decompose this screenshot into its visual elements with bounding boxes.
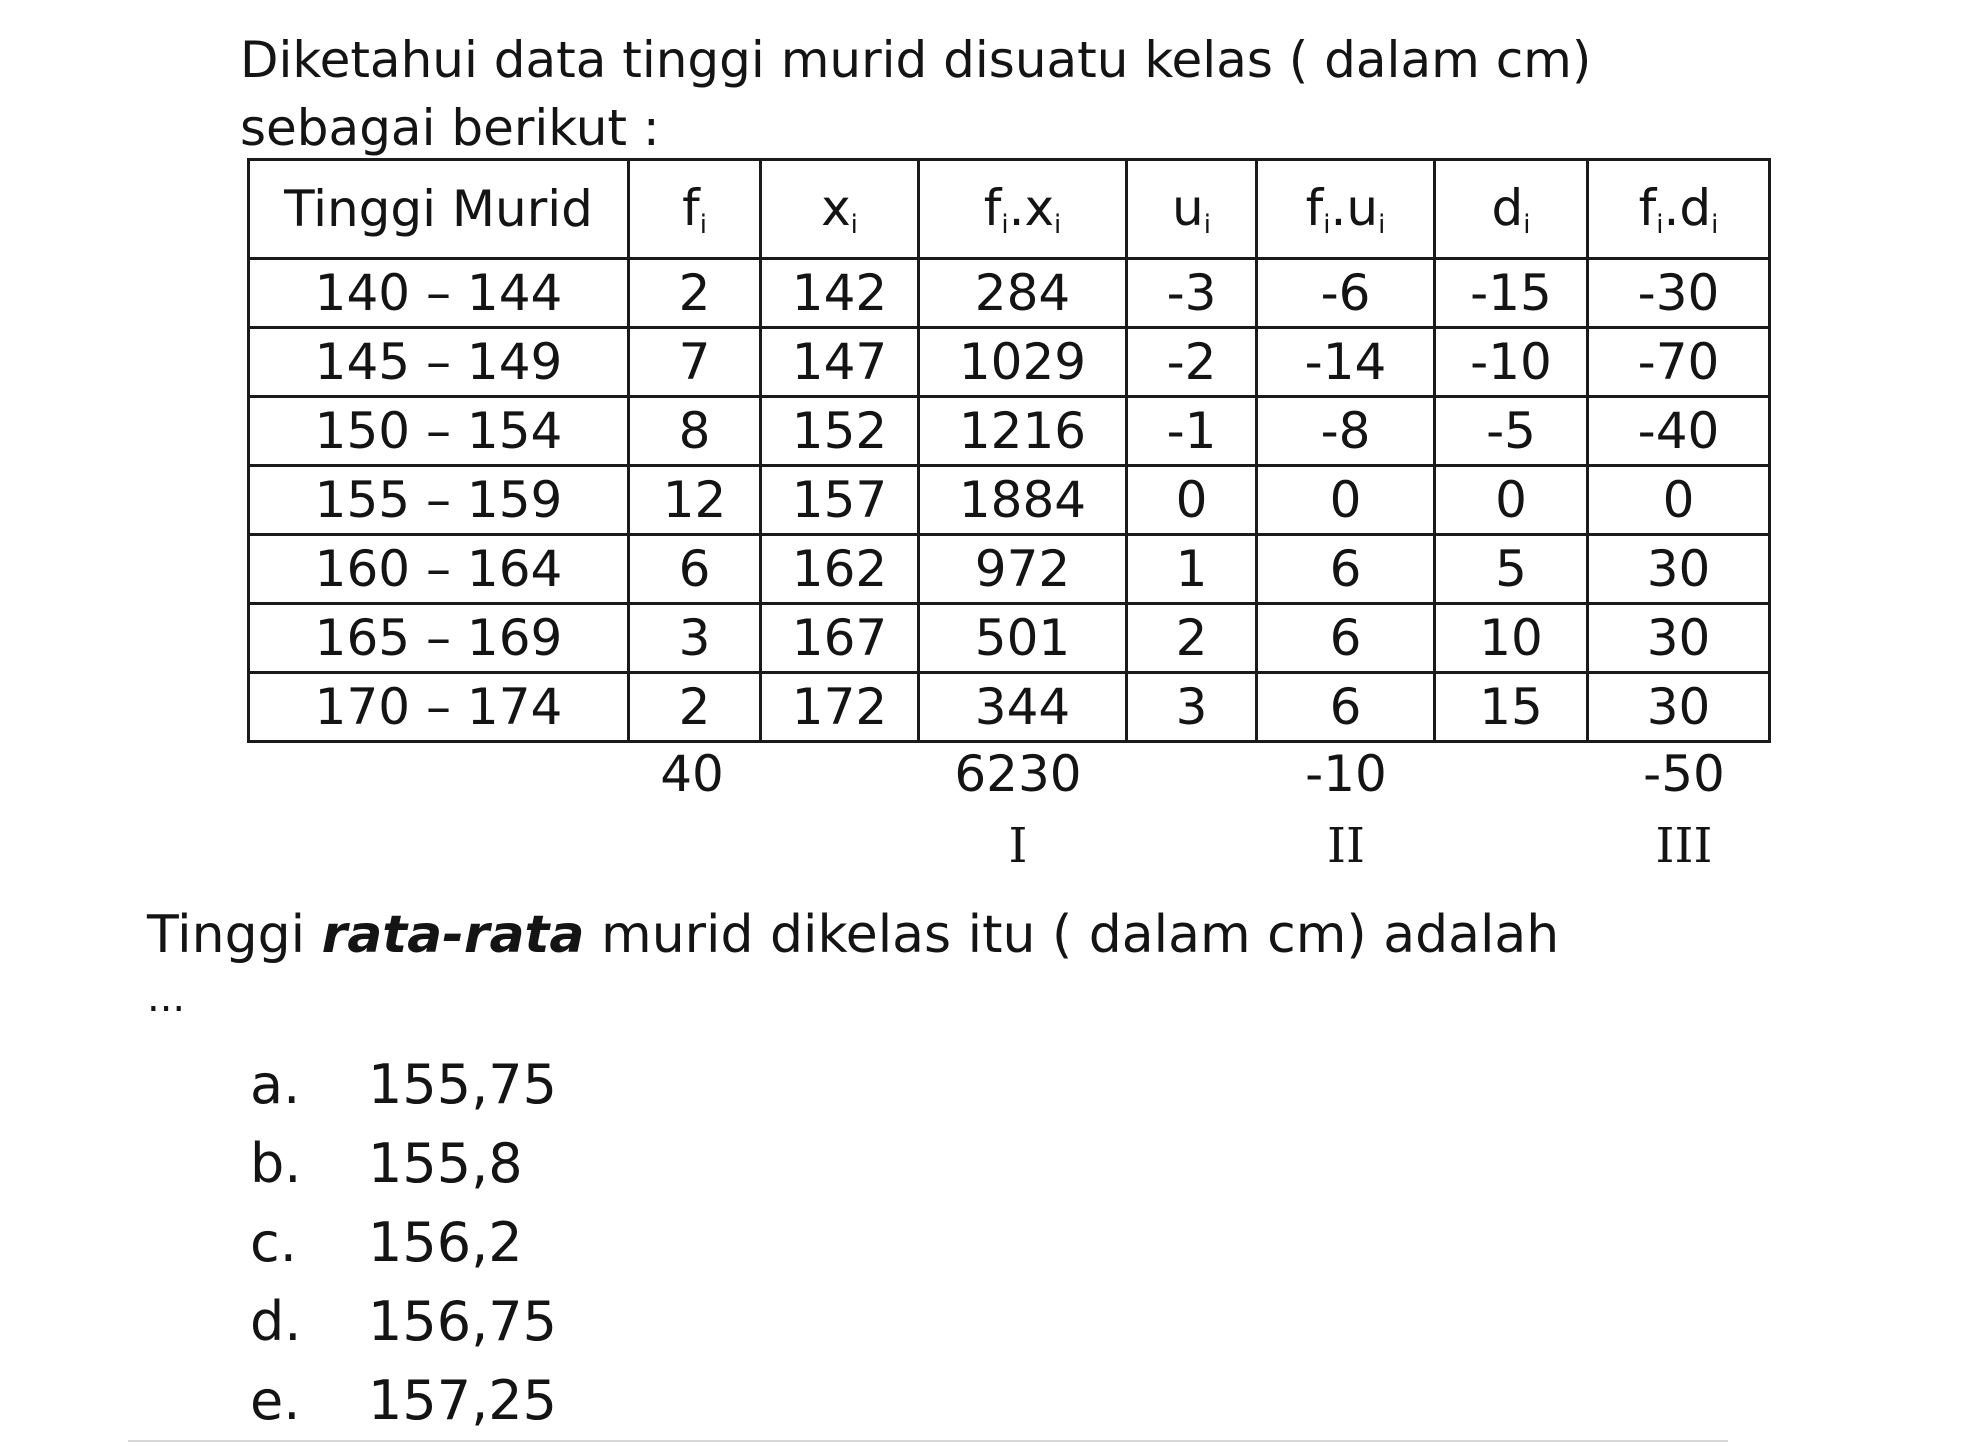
question-before: Tinggi	[147, 905, 322, 965]
cell-xi: 152	[761, 397, 919, 466]
option-value: 155,75	[368, 1053, 557, 1116]
header-ui: $u_i$	[1127, 160, 1257, 259]
option-value: 155,8	[368, 1132, 523, 1195]
total-fidi: -50	[1643, 745, 1725, 803]
table-row	[249, 397, 1770, 466]
cell-di: -15	[1435, 259, 1588, 328]
cell-xi: 172	[761, 673, 919, 742]
cell-xi: 167	[761, 604, 919, 673]
cell-fidi: 30	[1588, 535, 1770, 604]
question-ellipsis: ...	[147, 975, 186, 1021]
question-after: murid dikelas itu ( dalam cm) adalah	[584, 905, 1560, 965]
cell-fiui: 0	[1257, 466, 1435, 535]
cell-fi: 7	[629, 328, 761, 397]
table-row	[249, 535, 1770, 604]
header-fidi: $f_i.d_i$	[1588, 160, 1770, 259]
cell-ui: -2	[1127, 328, 1257, 397]
cell-fixi: 1216	[919, 397, 1127, 466]
cell-di: 0	[1435, 466, 1588, 535]
cell-height: 165 – 169	[249, 604, 629, 673]
table-header-row	[249, 160, 1770, 259]
option-c[interactable]	[250, 1203, 557, 1282]
problem-intro	[240, 26, 1760, 162]
cell-fiui: -14	[1257, 328, 1435, 397]
table-row	[249, 328, 1770, 397]
cell-fi: 6	[629, 535, 761, 604]
cell-fixi: 1029	[919, 328, 1127, 397]
cell-height: 170 – 174	[249, 673, 629, 742]
cell-fiui: 6	[1257, 535, 1435, 604]
cell-fiui: -8	[1257, 397, 1435, 466]
cell-fixi: 1884	[919, 466, 1127, 535]
bottom-divider	[128, 1440, 1728, 1442]
cell-ui: 2	[1127, 604, 1257, 673]
cell-height: 140 – 144	[249, 259, 629, 328]
cell-height: 155 – 159	[249, 466, 629, 535]
answer-options	[250, 1045, 557, 1440]
cell-di: -5	[1435, 397, 1588, 466]
option-d[interactable]	[250, 1282, 557, 1361]
marker-ii: II	[1327, 818, 1365, 874]
cell-xi: 142	[761, 259, 919, 328]
cell-height: 150 – 154	[249, 397, 629, 466]
option-letter: e.	[250, 1369, 301, 1432]
cell-fi: 2	[629, 259, 761, 328]
option-value: 156,75	[368, 1290, 557, 1353]
cell-xi: 147	[761, 328, 919, 397]
cell-fidi: 30	[1588, 673, 1770, 742]
cell-di: 5	[1435, 535, 1588, 604]
marker-i: I	[1008, 818, 1028, 874]
table-row	[249, 259, 1770, 328]
option-value: 157,25	[368, 1369, 557, 1432]
cell-ui: -3	[1127, 259, 1257, 328]
header-height: Tinggi Murid	[249, 160, 629, 259]
table-row	[249, 673, 1770, 742]
cell-fixi: 501	[919, 604, 1127, 673]
column-totals	[0, 745, 1981, 815]
marker-iii: III	[1655, 818, 1713, 874]
option-letter: b.	[250, 1132, 302, 1195]
cell-fixi: 344	[919, 673, 1127, 742]
cell-fidi: -70	[1588, 328, 1770, 397]
option-letter: c.	[250, 1211, 297, 1274]
cell-fidi: -30	[1588, 259, 1770, 328]
cell-xi: 162	[761, 535, 919, 604]
total-fi: 40	[660, 745, 724, 803]
option-b[interactable]	[250, 1124, 557, 1203]
cell-fixi: 972	[919, 535, 1127, 604]
cell-ui: 0	[1127, 466, 1257, 535]
option-a[interactable]	[250, 1045, 557, 1124]
cell-fiui: -6	[1257, 259, 1435, 328]
cell-fixi: 284	[919, 259, 1127, 328]
cell-fi: 3	[629, 604, 761, 673]
header-fixi: $f_i.x_i$	[919, 160, 1127, 259]
question-text	[147, 880, 1867, 990]
option-letter: d.	[250, 1290, 302, 1353]
total-markers	[0, 818, 1981, 888]
table-row	[249, 604, 1770, 673]
cell-height: 145 – 149	[249, 328, 629, 397]
cell-di: 10	[1435, 604, 1588, 673]
cell-di: 15	[1435, 673, 1588, 742]
intro-line-2: sebagai berikut :	[240, 99, 660, 157]
cell-xi: 157	[761, 466, 919, 535]
cell-height: 160 – 164	[249, 535, 629, 604]
cell-fiui: 6	[1257, 604, 1435, 673]
height-frequency-table	[247, 158, 1771, 743]
header-fiui: $f_i.u_i$	[1257, 160, 1435, 259]
cell-fidi: 0	[1588, 466, 1770, 535]
cell-ui: 1	[1127, 535, 1257, 604]
cell-di: -10	[1435, 328, 1588, 397]
cell-ui: -1	[1127, 397, 1257, 466]
cell-fidi: 30	[1588, 604, 1770, 673]
total-fiui: -10	[1305, 745, 1387, 803]
option-value: 156,2	[368, 1211, 523, 1274]
question-emphasis: rata-rata	[321, 905, 585, 965]
header-di: $d_i$	[1435, 160, 1588, 259]
cell-fidi: -40	[1588, 397, 1770, 466]
header-fi: $f_i$	[629, 160, 761, 259]
cell-ui: 3	[1127, 673, 1257, 742]
cell-fi: 12	[629, 466, 761, 535]
cell-fiui: 6	[1257, 673, 1435, 742]
header-xi: $x_i$	[761, 160, 919, 259]
cell-fi: 2	[629, 673, 761, 742]
total-fixi: 6230	[954, 745, 1082, 803]
option-e[interactable]	[250, 1361, 557, 1440]
cell-fi: 8	[629, 397, 761, 466]
option-letter: a.	[250, 1053, 301, 1116]
intro-line-1: Diketahui data tinggi murid disuatu kelas ( dalam cm)	[240, 31, 1592, 89]
table-row	[249, 466, 1770, 535]
